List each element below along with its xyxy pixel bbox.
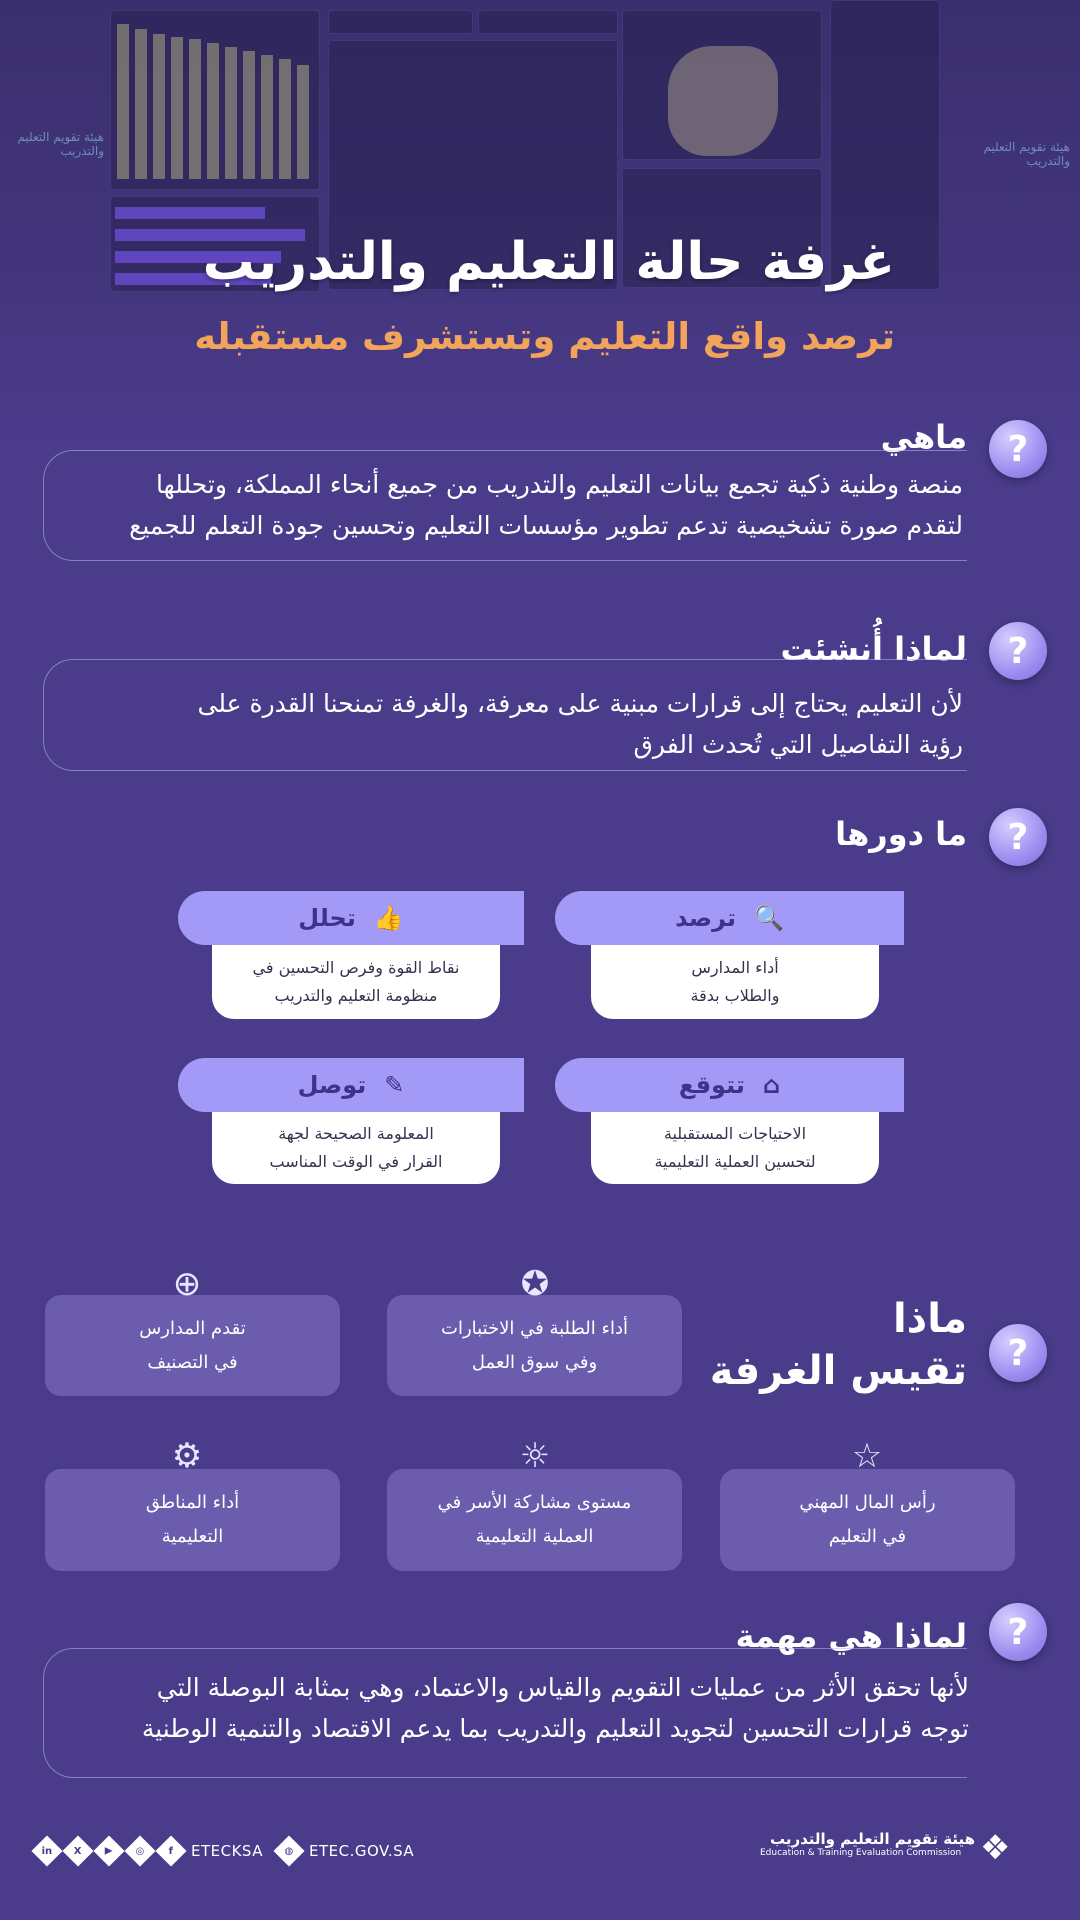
card-line: وفي سوق العمل <box>471 1351 598 1373</box>
social-handle[interactable]: ETECKSA <box>191 1842 263 1860</box>
page-subtitle: ترصد واقع التعليم وتستشرف مستقبله <box>194 315 895 358</box>
side-logo-right: هيئة تقويم التعليم والتدريب <box>983 140 1070 168</box>
card-title: ترصد <box>675 904 737 932</box>
org-name-ar: هيئة تقويم التعليم والتدريب <box>769 1830 975 1848</box>
card-line: التعليمية <box>161 1526 224 1547</box>
card-title: تتوقع <box>678 1071 745 1099</box>
text-line: منصة وطنية ذكية تجمع بيانات التعليم والتدريب من جميع أنحاء المملكة، وتحللها <box>156 470 963 499</box>
card-title: توصل <box>297 1071 367 1099</box>
thumbs-up-person-icon: 👍 <box>373 904 404 932</box>
org-logo <box>760 1830 975 1858</box>
question-icon: ? <box>989 1603 1047 1661</box>
measures-heading-line2: تقيس الغرفة <box>709 1348 967 1394</box>
card-line: العملية التعليمية <box>475 1526 594 1547</box>
gear-growth-icon: ⚙ <box>171 1436 203 1476</box>
org-logo-icon: ❖ <box>980 1828 1011 1868</box>
role-card-monitor <box>555 891 904 1019</box>
question-icon: ? <box>989 808 1047 866</box>
org-name-en: Education & Training Evaluation Commission <box>760 1848 962 1858</box>
family-group-icon: ☼ <box>519 1436 551 1476</box>
why-created-heading: لماذا أُنشئت <box>780 630 967 668</box>
what-is-heading: ماهي <box>880 418 967 456</box>
card-line: منظومة التعليم والتدريب <box>274 986 438 1005</box>
question-icon: ? <box>989 622 1047 680</box>
what-is-text <box>63 464 963 546</box>
card-line: أداء الطلبة في الاختبارات <box>441 1317 628 1339</box>
why-important-text <box>49 1667 969 1749</box>
footer-social <box>36 1840 414 1862</box>
why-important-heading: لماذا هي مهمة <box>735 1617 967 1655</box>
text-line: لأن التعليم يحتاج إلى قرارات مبنية على معرفة، والغرفة تمنحنا القدرة على <box>197 689 963 718</box>
linkedin-icon[interactable]: in <box>31 1835 62 1866</box>
card-line: أداء المناطق <box>145 1492 240 1513</box>
card-line: في التعليم <box>828 1526 907 1547</box>
instagram-icon[interactable]: ◎ <box>124 1835 155 1866</box>
measure-card <box>45 1295 340 1396</box>
youtube-icon[interactable]: ▶ <box>93 1835 124 1866</box>
measures-heading-line1: ماذا <box>892 1296 967 1342</box>
card-line: والطلاب بدقة <box>690 986 780 1005</box>
text-line: رؤية التفاصيل التي تُحدث الفرق <box>633 730 963 759</box>
card-line: المعلومة الصحيحة لجهة <box>278 1124 434 1143</box>
role-card-deliver <box>178 1058 524 1184</box>
page-title: غرفة حالة التعليم والتدريب <box>202 232 895 292</box>
dashboard-backdrop <box>0 0 1080 440</box>
bar-chart-panel <box>110 10 320 190</box>
why-created-text <box>63 683 963 765</box>
side-logo-left: هيئة تقويم التعليم والتدريب <box>17 130 104 158</box>
magnifier-person-icon: 🔍 <box>754 904 784 932</box>
card-line: مستوى مشاركة الأسر في <box>437 1492 632 1513</box>
text-line: لأنها تحقق الأثر من عمليات التقويم والقياس والاعتماد، وهي بمثابة البوصلة التي <box>156 1673 969 1702</box>
website-link[interactable]: ETEC.GOV.SA <box>309 1842 415 1860</box>
card-line: رأس المال المهني <box>799 1492 936 1513</box>
facebook-icon[interactable]: f <box>155 1835 186 1866</box>
globe-icon: ◍ <box>273 1835 304 1866</box>
role-card-forecast <box>555 1058 904 1184</box>
role-heading: ما دورها <box>835 815 967 853</box>
pen-message-icon: ✎ <box>384 1071 405 1099</box>
text-line: توجه قرارات التحسين لتجويد التعليم والتدريب بما يدعم الاقتصاد والتنمية الوطنية <box>141 1714 969 1743</box>
measure-card <box>45 1469 340 1571</box>
x-icon[interactable]: X <box>62 1835 93 1866</box>
person-star-icon: ☆ <box>851 1436 883 1476</box>
card-line: أداء المدارس <box>691 958 779 977</box>
stars-person-icon: ✪ <box>520 1264 550 1304</box>
card-line: في التصنيف <box>147 1351 238 1373</box>
card-line: تقدم المدارس <box>139 1317 246 1339</box>
question-icon: ? <box>989 420 1047 478</box>
card-line: القرار في الوقت المناسب <box>269 1152 443 1171</box>
question-icon: ? <box>989 1324 1047 1382</box>
measure-card <box>387 1469 682 1571</box>
globe-group-icon: ⊕ <box>172 1264 202 1304</box>
role-card-analyze <box>178 891 524 1019</box>
measure-card <box>720 1469 1015 1571</box>
measure-card <box>387 1295 682 1396</box>
card-title: تحلل <box>298 904 356 932</box>
text-line: لتقدم صورة تشخيصية تدعم تطوير مؤسسات التعليم وتحسين جودة التعلم للجميع <box>129 511 963 540</box>
card-line: الاحتياجات المستقبلية <box>663 1124 807 1143</box>
card-line: نقاط القوة وفرص التحسين في <box>252 958 460 977</box>
family-house-icon: ⌂ <box>762 1071 781 1099</box>
card-line: لتحسين العملية التعليمية <box>654 1152 816 1171</box>
